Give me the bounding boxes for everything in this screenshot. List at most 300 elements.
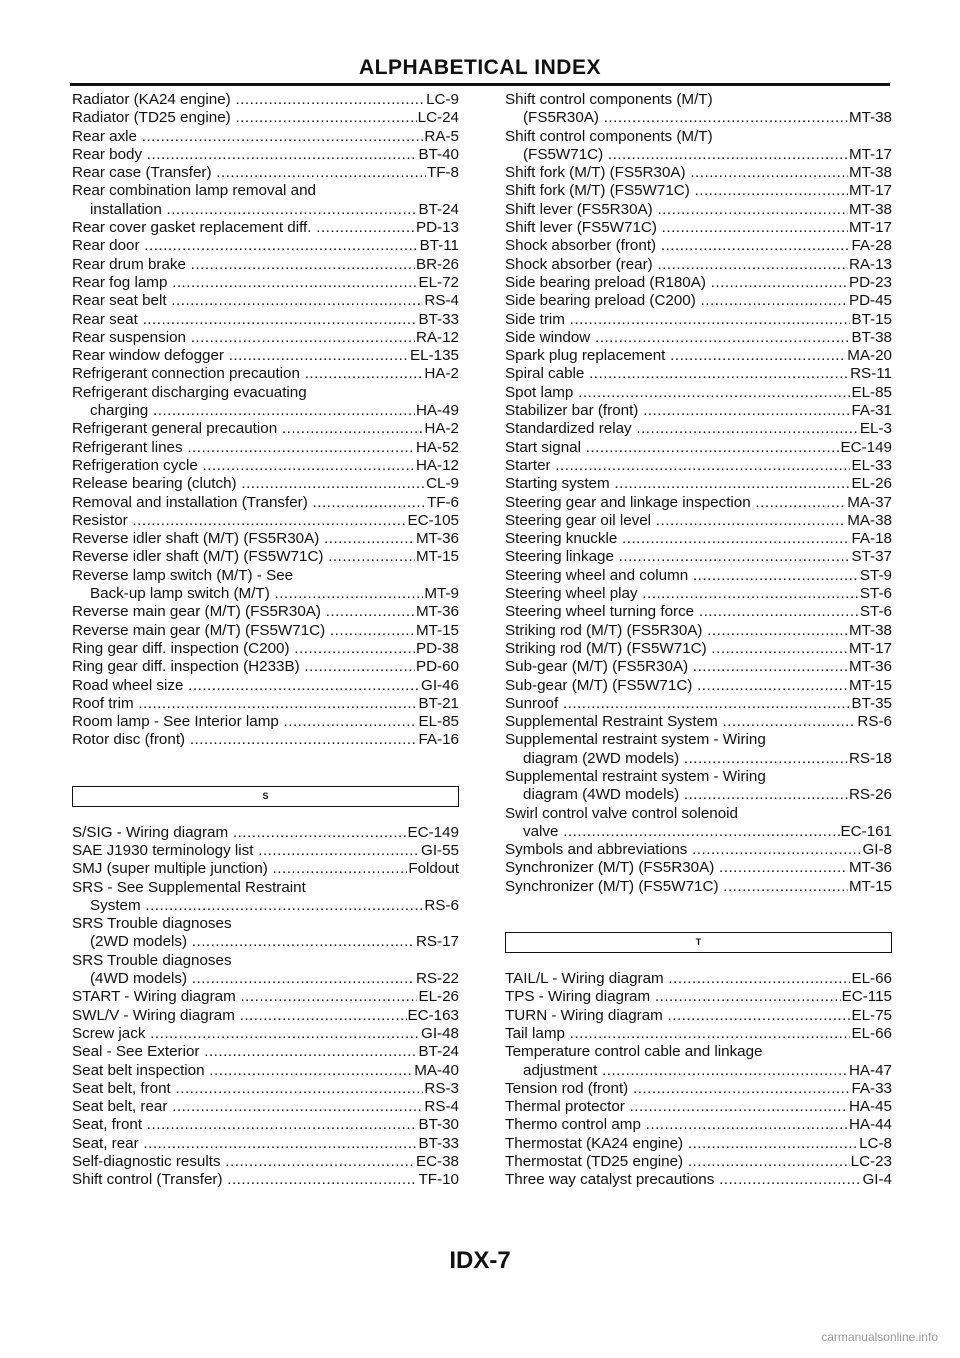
index-entry [505, 1116, 892, 1134]
entry-line [72, 731, 459, 749]
entry-title: Refrigerant general precaution ..... [72, 420, 423, 438]
index-entry [505, 494, 892, 512]
entry-line [72, 1080, 459, 1098]
index-entry [505, 695, 892, 713]
index-entry [72, 1153, 459, 1171]
index-entry [505, 1171, 892, 1189]
entry-title: Side bearing preload (C200) ..... [505, 292, 848, 310]
entry-title: Side bearing preload (R180A) ..... [505, 274, 848, 292]
entry-page-ref: BT-24 [418, 1043, 459, 1061]
entry-title: Spot lamp ..... [505, 384, 850, 402]
entry-line [505, 1171, 892, 1189]
header-rule [70, 83, 890, 86]
entry-line [72, 402, 459, 420]
entry-title: SRS - See Supplemental Restraint [72, 878, 306, 896]
entry-page-ref: EL-85 [418, 713, 459, 731]
entry-title: Rotor disc (front) ..... [72, 731, 417, 749]
entry-line [72, 1098, 459, 1116]
entry-line [72, 622, 459, 640]
index-entry [505, 731, 892, 768]
entry-line [72, 128, 459, 146]
entry-title: Seat belt inspection ..... [72, 1062, 413, 1080]
entry-title: Shock absorber (rear) ..... [505, 256, 848, 274]
entry-title: Tension rod (front) ..... [505, 1080, 850, 1098]
entry-line [505, 841, 892, 859]
entry-line [72, 603, 459, 621]
entry-title: Ring gear diff. inspection (C200) ..... [72, 640, 415, 658]
index-entry [72, 146, 459, 164]
index-entry [505, 585, 892, 603]
index-entry [72, 494, 459, 512]
entry-title: Temperature control cable and linkage [505, 1043, 763, 1061]
index-entry [72, 860, 459, 878]
watermark-link[interactable]: carmanualsonline.info [821, 1330, 938, 1344]
entry-page-ref: FA-18 [851, 530, 892, 548]
entry-page-ref: MT-38 [848, 164, 892, 182]
entry-line [505, 347, 892, 365]
index-entry [505, 365, 892, 383]
index-entry [72, 952, 459, 989]
index-entry [505, 329, 892, 347]
entry-line [72, 658, 459, 676]
entry-line [72, 475, 459, 493]
entry-page-ref: MT-15 [415, 621, 459, 639]
entry-line [505, 859, 892, 877]
entry-line [505, 1135, 892, 1153]
index-entry [72, 567, 459, 604]
index-entry [72, 91, 459, 109]
entry-title: Steering linkage ..... [505, 548, 850, 566]
section-header-s: S [72, 786, 459, 807]
entry-title: Shift lever (FS5R30A) ..... [505, 201, 848, 219]
index-entry [72, 530, 459, 548]
entry-title: START - Wiring diagram ..... [72, 988, 417, 1006]
index-entry [72, 988, 459, 1006]
entry-line [72, 219, 459, 237]
entry-title: Rear axle ..... [72, 128, 423, 146]
entry-line [505, 567, 892, 585]
entry-line [505, 256, 892, 274]
entry-title: Shift fork (M/T) (FS5R30A) ..... [505, 164, 848, 182]
entry-line [505, 311, 892, 329]
entry-title: S/SIG - Wiring diagram ..... [72, 824, 407, 842]
entry-title: Supplemental restraint system - Wiring [505, 731, 766, 749]
entry-line [72, 842, 459, 860]
index-entry [505, 640, 892, 658]
entry-line [72, 1153, 459, 1171]
entry-page-ref: MT-36 [415, 603, 459, 621]
entry-title: Reverse main gear (M/T) (FS5R30A) ..... [72, 603, 415, 621]
entry-page-ref: MA-40 [414, 1061, 459, 1079]
entry-page-ref: MT-36 [848, 658, 892, 676]
entry-page-ref: MT-38 [848, 200, 892, 218]
entry-line [72, 897, 459, 915]
index-entry [72, 457, 459, 475]
entry-title: Reverse idler shaft (M/T) (FS5W71C) ..... [72, 548, 415, 566]
entry-line [72, 164, 459, 182]
entry-title: valve ..... [523, 823, 840, 841]
index-entry [72, 292, 459, 310]
index-entry [72, 695, 459, 713]
entry-title: TAIL/L - Wiring diagram ..... [505, 970, 850, 988]
index-entry [505, 311, 892, 329]
entry-line [72, 1043, 459, 1061]
index-entry [72, 420, 459, 438]
index-entry [72, 109, 459, 127]
entry-title: Start signal ..... [505, 439, 840, 457]
entry-page-ref: GI-48 [421, 1024, 459, 1042]
index-entry [72, 1062, 459, 1080]
entry-page-ref: MT-9 [424, 585, 459, 603]
entry-line [72, 347, 459, 365]
entry-title: Steering gear oil level ..... [505, 512, 846, 530]
index-entry [72, 1116, 459, 1134]
entry-line [505, 494, 892, 512]
entry-line [505, 146, 892, 164]
entry-title: SRS Trouble diagnoses [72, 915, 232, 933]
index-entry [505, 859, 892, 877]
entry-title: Standardized relay ..... [505, 420, 859, 438]
index-entry [505, 878, 892, 896]
entry-page-ref: RS-22 [415, 970, 459, 988]
entry-page-ref: ST-9 [859, 566, 892, 584]
entry-title: Steering gear and linkage inspection ..... [505, 494, 846, 512]
entry-line [505, 603, 892, 621]
entry-page-ref: RS-11 [850, 365, 892, 383]
entry-page-ref: MT-17 [848, 219, 892, 237]
index-entry [505, 402, 892, 420]
entry-line [505, 402, 892, 420]
index-entry [72, 548, 459, 566]
index-entry [72, 1043, 459, 1061]
entry-page-ref: LC-8 [859, 1134, 892, 1152]
index-column-left [72, 91, 459, 1190]
entry-line [505, 677, 892, 695]
entry-page-ref: MT-15 [848, 877, 892, 895]
entry-title: Seat, front ..... [72, 1116, 417, 1134]
entry-page-ref: BT-40 [418, 145, 459, 163]
entry-title: Removal and installation (Transfer) ..... [72, 494, 426, 512]
entry-line [505, 1098, 892, 1116]
entry-page-ref: ST-37 [851, 548, 892, 566]
entry-line [505, 988, 892, 1006]
index-entry [72, 879, 459, 916]
entry-title: Supplemental Restraint System ..... [505, 713, 856, 731]
entry-title: Seal - See Exterior ..... [72, 1043, 417, 1061]
entry-line [72, 237, 459, 255]
entry-page-ref: MT-36 [848, 859, 892, 877]
entry-page-ref: EC-115 [841, 988, 892, 1006]
section-header-t: T [505, 932, 892, 953]
index-entry [505, 988, 892, 1006]
entry-line [505, 219, 892, 237]
index-entry [505, 292, 892, 310]
entry-page-ref: RS-6 [424, 896, 459, 914]
index-entry [505, 1080, 892, 1098]
entry-page-ref: MT-38 [848, 621, 892, 639]
entry-line [72, 311, 459, 329]
entry-page-ref: EL-72 [418, 273, 459, 291]
entry-page-ref: BT-21 [418, 694, 459, 712]
entry-line [72, 677, 459, 695]
index-entry [72, 1135, 459, 1153]
entry-page-ref: MA-38 [847, 511, 892, 529]
entry-title: adjustment ..... [523, 1062, 848, 1080]
entry-line [505, 970, 892, 988]
entry-line [505, 1062, 892, 1080]
entry-page-ref: HA-2 [424, 420, 459, 438]
entry-page-ref: PD-38 [415, 639, 459, 657]
entry-line [72, 109, 459, 127]
entry-line [72, 585, 459, 603]
entry-page-ref: Foldout [408, 860, 459, 878]
entry-page-ref: MA-20 [847, 347, 892, 365]
entry-title: charging ..... [90, 402, 415, 420]
entry-title: Three way catalyst precautions ..... [505, 1171, 861, 1189]
entry-line [72, 1135, 459, 1153]
index-entry [72, 256, 459, 274]
index-entry [72, 347, 459, 365]
entry-page-ref: BT-38 [851, 328, 892, 346]
entry-page-ref: FA-16 [418, 731, 459, 749]
entry-title: TPS - Wiring diagram ..... [505, 988, 841, 1006]
entry-list-r [72, 91, 459, 750]
entry-line [72, 457, 459, 475]
entry-title: Room lamp - See Interior lamp ..... [72, 713, 417, 731]
entry-line [505, 713, 892, 731]
index-entry [72, 1007, 459, 1025]
index-entry [505, 457, 892, 475]
entry-page-ref: GI-46 [421, 676, 459, 694]
index-entry [72, 713, 459, 731]
entry-page-ref: LC-24 [417, 109, 459, 127]
entry-title: Reverse lamp switch (M/T) - See [72, 566, 294, 584]
index-entry [72, 842, 459, 860]
entry-page-ref: RA-13 [848, 255, 892, 273]
entry-page-ref: ST-6 [859, 585, 892, 603]
entry-title: Spark plug replacement ..... [505, 347, 846, 365]
entry-line [505, 1116, 892, 1134]
index-entry [505, 475, 892, 493]
index-entry [72, 915, 459, 952]
index-entry [505, 384, 892, 402]
entry-title: diagram (2WD models) ..... [523, 750, 848, 768]
index-entry [505, 164, 892, 182]
entry-title: SAE J1930 terminology list ..... [72, 842, 420, 860]
index-entry [505, 1007, 892, 1025]
entry-list-s-continued [505, 91, 892, 896]
index-entry [505, 256, 892, 274]
section-gap [505, 896, 892, 932]
index-entry [505, 768, 892, 805]
entry-page-ref: HA-2 [424, 365, 459, 383]
entry-title: Shift control components (M/T) [505, 91, 713, 108]
entry-page-ref: RA-12 [415, 328, 459, 346]
entry-line [505, 201, 892, 219]
entry-page-ref: LC-23 [850, 1153, 892, 1171]
entry-page-ref: BT-30 [418, 1116, 459, 1134]
page-title: ALPHABETICAL INDEX [359, 56, 601, 79]
entry-line [72, 640, 459, 658]
index-entry [72, 219, 459, 237]
entry-page-ref: RS-3 [424, 1079, 459, 1097]
index-entry [505, 603, 892, 621]
entry-page-ref: MT-17 [848, 145, 892, 163]
entry-title: Stabilizer bar (front) ..... [505, 402, 850, 420]
entry-title: Seat belt, rear ..... [72, 1098, 423, 1116]
entry-line [505, 823, 892, 841]
entry-line [505, 640, 892, 658]
entry-title: Steering wheel play ..... [505, 585, 859, 603]
entry-title: Side window ..... [505, 329, 850, 347]
entry-title: Shift fork (M/T) (FS5W71C) ..... [505, 182, 848, 200]
index-entry [505, 1043, 892, 1080]
entry-title: SMJ (super multiple junction) ..... [72, 860, 407, 878]
section-gap [72, 750, 459, 786]
index-entry [505, 677, 892, 695]
index-entry [505, 1098, 892, 1116]
entry-line [72, 933, 459, 951]
entry-title: Thermo control amp ..... [505, 1116, 848, 1134]
entry-line [72, 1116, 459, 1134]
entry-page-ref: EC-163 [407, 1006, 459, 1024]
entry-title: Synchronizer (M/T) (FS5R30A) ..... [505, 859, 848, 877]
entry-page-ref: EC-38 [415, 1153, 459, 1171]
entry-title: Rear combination lamp removal and [72, 182, 316, 200]
entry-line [505, 384, 892, 402]
entry-page-ref: EL-66 [851, 970, 892, 988]
entry-page-ref: RS-26 [848, 786, 892, 804]
entry-title: Rear case (Transfer) ..... [72, 164, 426, 182]
entry-title: diagram (4WD models) ..... [523, 786, 848, 804]
entry-title: Symbols and abbreviations ..... [505, 841, 861, 859]
entry-title: Rear door ..... [72, 237, 419, 255]
index-entry [505, 658, 892, 676]
entry-title: Back-up lamp switch (M/T) ..... [90, 585, 423, 603]
entry-page-ref: RS-6 [857, 713, 892, 731]
entry-page-ref: HA-47 [848, 1061, 892, 1079]
entry-title: Rear seat ..... [72, 311, 417, 329]
entry-title: installation ..... [90, 201, 417, 219]
index-entry [72, 1025, 459, 1043]
index-entry [505, 182, 892, 200]
entry-line [72, 530, 459, 548]
entry-title: Self-diagnostic results ..... [72, 1153, 415, 1171]
index-entry [505, 530, 892, 548]
entry-line [505, 750, 892, 768]
entry-title: Reverse main gear (M/T) (FS5W71C) ..... [72, 622, 415, 640]
index-entry [72, 1171, 459, 1189]
entry-line [72, 494, 459, 512]
entry-line [72, 91, 459, 109]
entry-title: Thermostat (TD25 engine) ..... [505, 1153, 850, 1171]
entry-page-ref: EC-105 [407, 511, 459, 529]
entry-line [505, 457, 892, 475]
entry-title: Sub-gear (M/T) (FS5R30A) ..... [505, 658, 848, 676]
entry-title: Supplemental restraint system - Wiring [505, 767, 766, 785]
entry-page-ref: GI-55 [421, 841, 459, 859]
index-entry [505, 970, 892, 988]
index-entry [505, 347, 892, 365]
entry-title: SRS Trouble diagnoses [72, 951, 232, 969]
entry-page-ref: TF-8 [426, 164, 459, 182]
entry-title: Striking rod (M/T) (FS5R30A) ..... [505, 622, 848, 640]
index-entry [505, 201, 892, 219]
entry-line [72, 365, 459, 383]
index-entry [505, 622, 892, 640]
index-entry [505, 1025, 892, 1043]
index-entry [72, 384, 459, 421]
index-entry [505, 713, 892, 731]
entry-title: Reverse idler shaft (M/T) (FS5R30A) ..... [72, 530, 415, 548]
entry-title: Sub-gear (M/T) (FS5W71C) ..... [505, 677, 848, 695]
entry-line [72, 988, 459, 1006]
entry-title: Radiator (TD25 engine) ..... [72, 109, 417, 127]
entry-page-ref: MT-17 [848, 639, 892, 657]
entry-line [505, 292, 892, 310]
entry-title: Road wheel size ..... [72, 677, 420, 695]
entry-page-ref: PD-13 [415, 219, 459, 237]
entry-page-ref: HA-45 [848, 1098, 892, 1116]
entry-title: Rear drum brake ..... [72, 256, 415, 274]
entry-line [72, 860, 459, 878]
entry-title: Rear seat belt ..... [72, 292, 423, 310]
entry-line [505, 109, 892, 127]
index-entry [72, 475, 459, 493]
entry-title: SWL/V - Wiring diagram ..... [72, 1007, 407, 1025]
index-entry [505, 219, 892, 237]
entry-page-ref: FA-31 [851, 402, 892, 420]
entry-page-ref: HA-49 [415, 402, 459, 420]
entry-title: Refrigerant lines ..... [72, 439, 415, 457]
entry-page-ref: HA-12 [415, 456, 459, 474]
entry-line [505, 512, 892, 530]
entry-title: Steering wheel turning force ..... [505, 603, 859, 621]
entry-line [505, 1025, 892, 1043]
index-entry [505, 512, 892, 530]
entry-page-ref: FA-33 [851, 1079, 892, 1097]
entry-line [505, 585, 892, 603]
index-column-right [505, 91, 892, 1190]
entry-line [72, 146, 459, 164]
entry-page-ref: EL-26 [851, 475, 892, 493]
entry-page-ref: RS-4 [424, 1098, 459, 1116]
entry-page-ref: EC-149 [407, 823, 459, 841]
index-entry [505, 420, 892, 438]
entry-page-ref: PD-60 [415, 658, 459, 676]
index-entry [72, 640, 459, 658]
entry-title: Shock absorber (front) ..... [505, 237, 850, 255]
entry-line [72, 548, 459, 566]
entry-title: Roof trim ..... [72, 695, 417, 713]
index-entry [72, 658, 459, 676]
entry-title: Radiator (KA24 engine) ..... [72, 91, 425, 109]
entry-page-ref: TF-6 [426, 493, 459, 511]
index-entry [72, 164, 459, 182]
entry-title: Shift control (Transfer) ..... [72, 1171, 417, 1189]
entry-title: System ..... [90, 897, 423, 915]
index-entry [505, 439, 892, 457]
entry-title: (FS5W71C) ..... [523, 146, 848, 164]
entry-title: (FS5R30A) ..... [523, 109, 848, 127]
entry-title: Screw jack ..... [72, 1025, 420, 1043]
entry-title: Steering wheel and column ..... [505, 567, 859, 585]
entry-page-ref: GI-4 [862, 1171, 892, 1189]
entry-title: Starting system ..... [505, 475, 850, 493]
entry-page-ref: BR-26 [415, 255, 459, 273]
entry-page-ref: MA-37 [847, 493, 892, 511]
index-entry [505, 1135, 892, 1153]
